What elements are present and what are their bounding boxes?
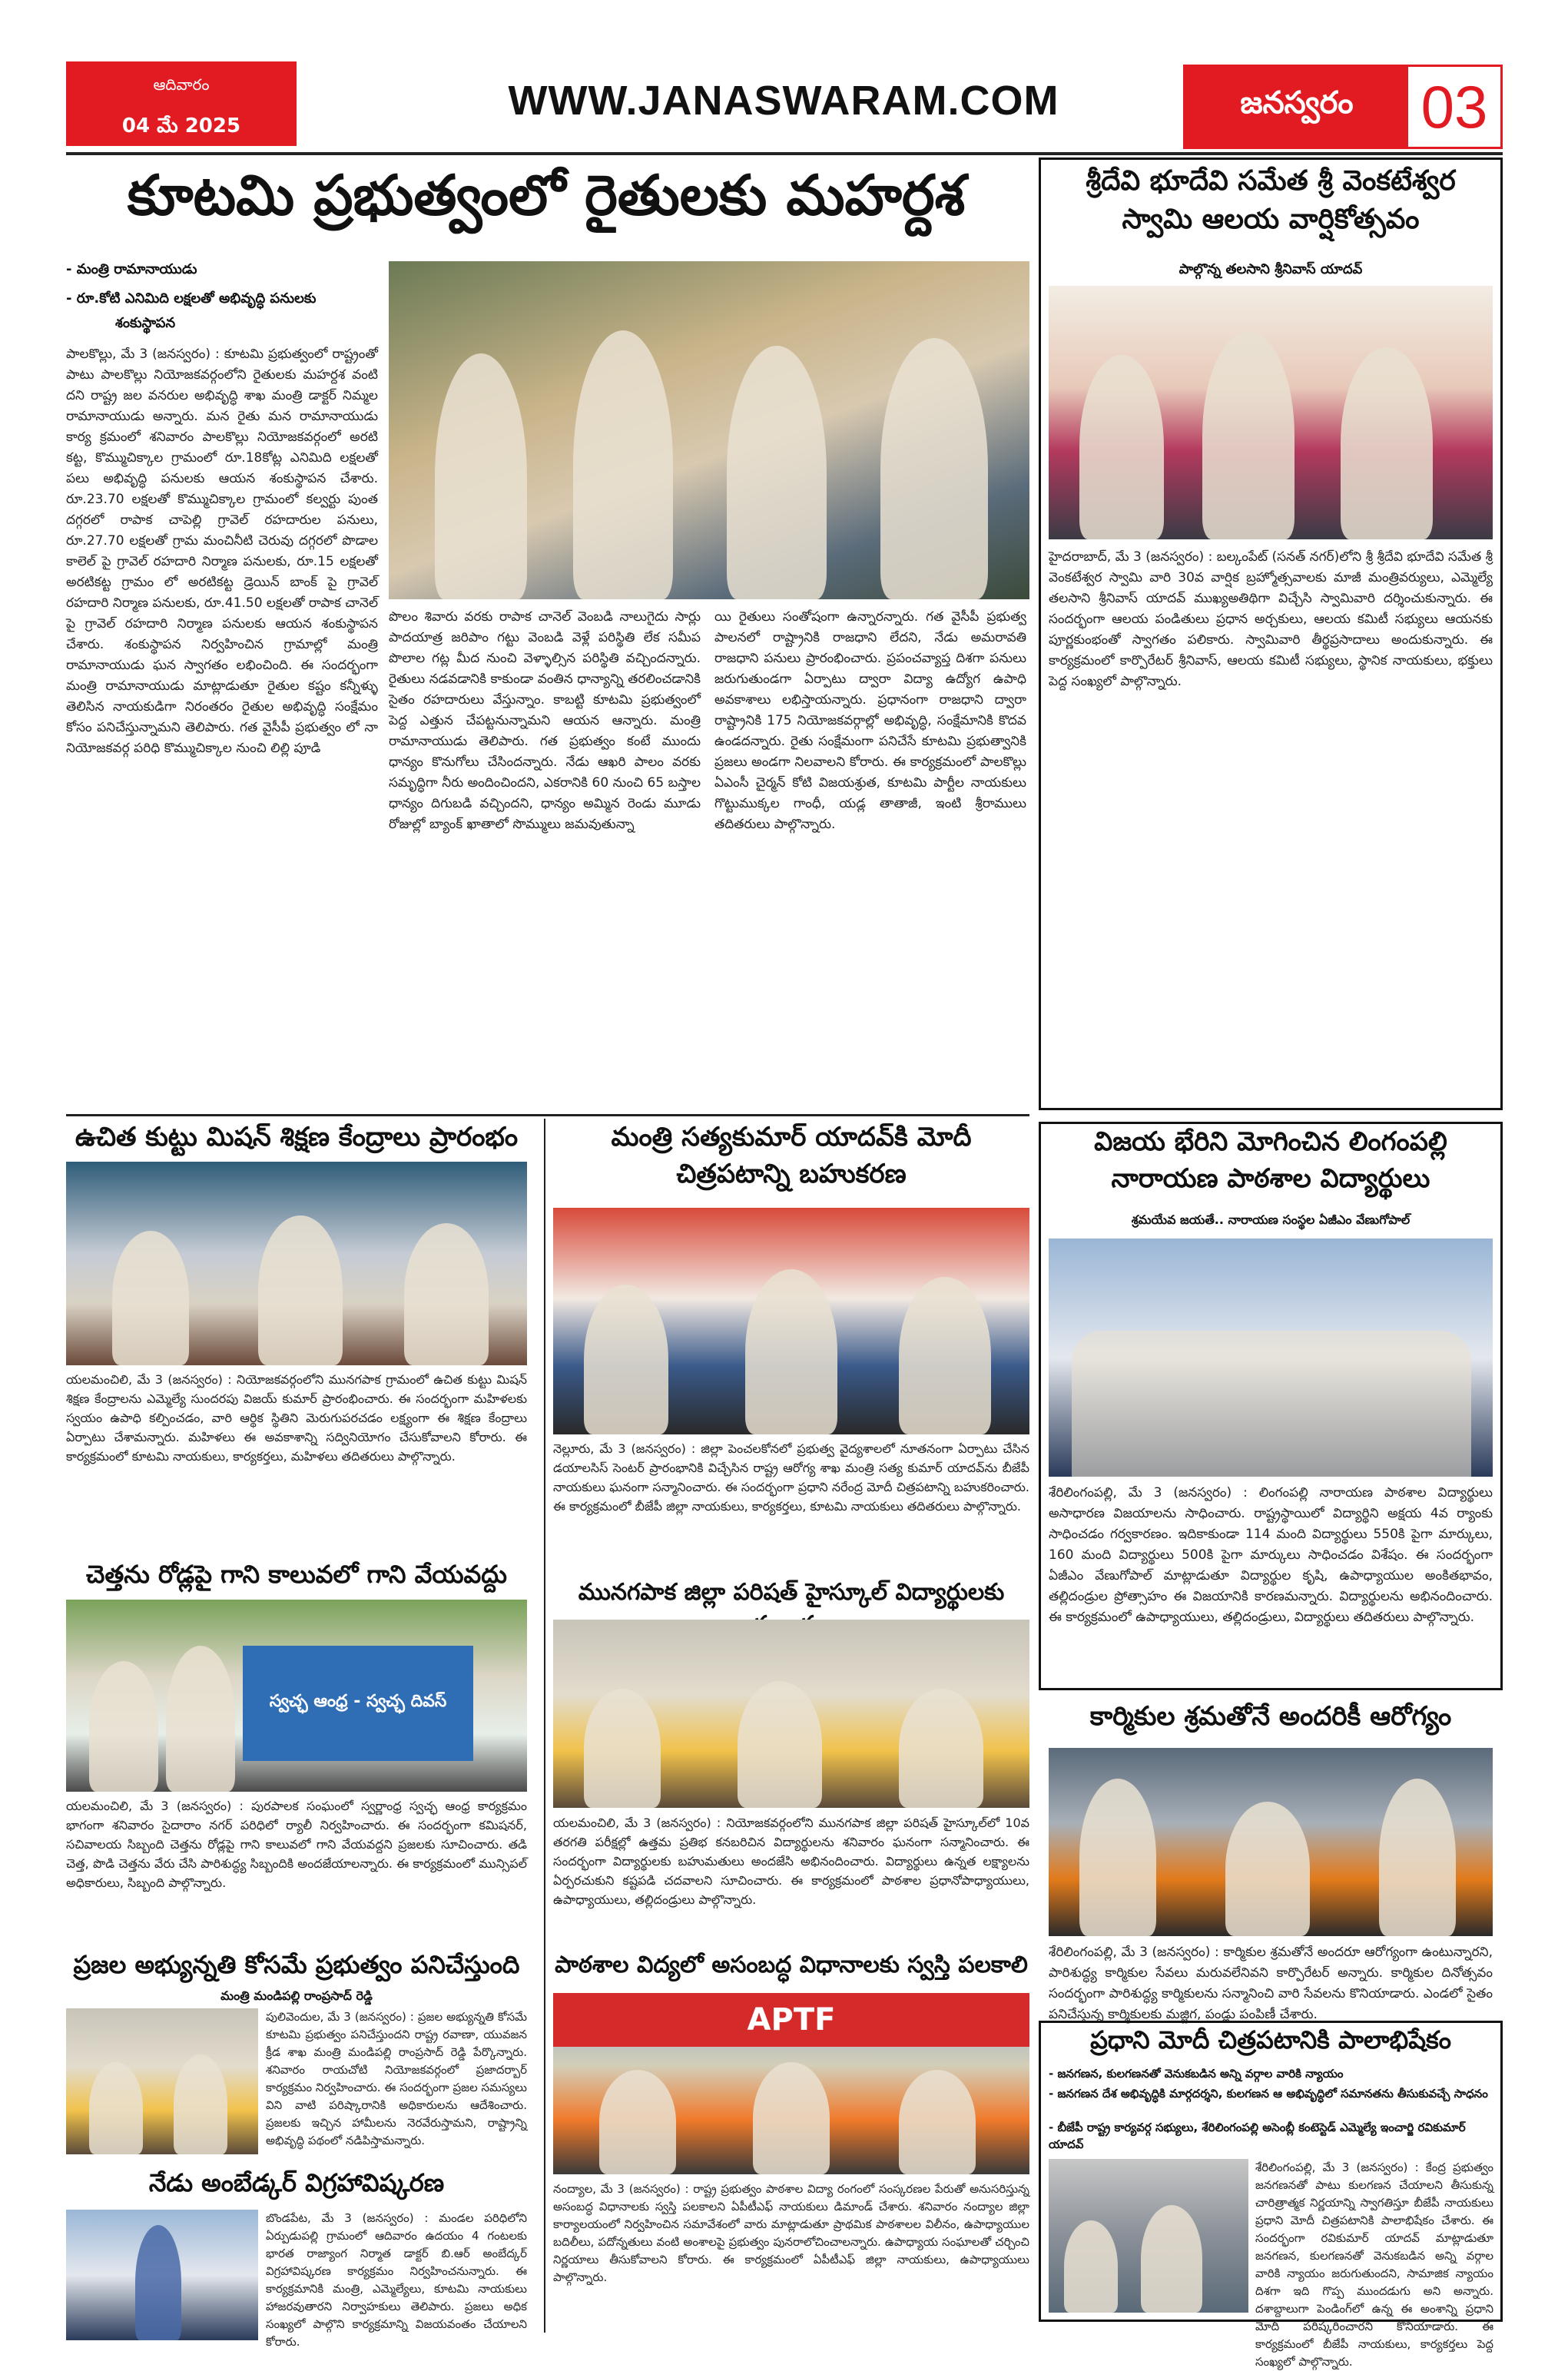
right-top-sub: పాల్గొన్న తలసాని శ్రీనివాస్ యాదవ్: [1178, 261, 1363, 277]
vijaya-photo: [1049, 1239, 1493, 1477]
right-top-photo: [1049, 286, 1493, 539]
main-story-body-mid: పొలం శివారు వరకు రాపాక చానెల్ వెంబడి నాలుగైదు సార్లు పాదయాత్ర జరిపాం గట్టు వెంబడి వెళ్లే పరిస్థితి లేక సమీప పొలాల గట్ల మీద నుంచి వెళ్ళాల్సిన పరిస్థితి వచ్చిందన్నారు. రైతులు నడవడానికి కాకుండా వంతిన ధాన్యాన్ని తరలించడానికి సైతం రహదారులు వేస్తున్నాం. కాబట్టి కూటమి ప్రభుత్వంలో పెద్ద ఎత్తున చేపట్టనున్నామని ఆయన ఆన్నారు. మంత్రి రామానాయుడు తెలిపారు. గత ప్రభుత్వం కంటే ముందు ధాన్యం కొనుగోలు చేసిందన్నారు. నేడు ఆఖరి పాలం వరకు సమృద్ధిగా నీరు అందించిందని, ఎకరానికి 60 నుంచి 65 బస్తాల ధాన్యం దిగుబడి వచ్చిందని, ధాన్యం అమ్మిన రెండు మూడు రోజుల్లో బ్యాంక్ ఖాతాలో సొమ్ములు జమవుతున్నా: [389, 609, 701, 832]
main-bullet-1: - మంత్రి రామానాయుడు: [66, 261, 197, 277]
pradhani-body: శేరిలింగంపల్లి, మే 3 (జనస్వరం) : కేంద్ర ప్రభుత్వం జనగణనతో పాటు కులగణన చేయాలని తీసుకున్న చారిత్రాత్మక నిర్ణయాన్ని స్వాగతిస్తూ బీజేపీ నాయకులు ప్రధాని మోదీ చిత్రపటానికి పాలాభిషేకం చేశారు. ఈ సందర్భంగా రవికుమార్ యాదవ్ మాట్లాడుతూ జనగణన, కులగణనతో వెనుకబడిన అన్ని వర్గాల వారికి న్యాయం జరుగుతుందని, సామాజిక న్యాయం దిశగా ఇది గొప్ప ముందడుగు అని అన్నారు. దశాబ్దాలుగా పెండింగ్‌లో ఉన్న ఈ అంశాన్ని ప్రధాని మోదీ పరిష్కరించారని కొనియాడారు. ఈ కార్యక్రమంలో బీజేపీ నాయకులు, కార్యకర్తలు పెద్ద సంఖ్యలో పాల్గొన్నారు.: [1255, 2160, 1493, 2369]
ambedkar-headline: నేడు అంబేడ్కర్ విగ్రహావిష్కరణ: [148, 2168, 445, 2197]
paathashala-body: నంద్యాల, మే 3 (జనస్వరం) : రాష్ట్ర ప్రభుత్వం పాఠశాల విద్యా రంగంలో సంస్కరణల పేరుతో అనుసరిస్తున్న అసంబద్ధ విధానాలకు స్వస్తి పలకాలని ఏపీటీఎఫ్ నాయకులు డిమాండ్ చేశారు. శనివారం నంద్యాల జిల్లా కార్యాలయంలో నిర్వహించిన సమావేశంలో వారు మాట్లాడుతూ ప్రాథమిక పాఠశాలల విలీనం, ఉపాధ్యాయుల బదిలీలు, పదోన్నతులు వంటి అంశాలపై ప్రభుత్వం పునరాలోచించాలన్నారు. ఉపాధ్యాయ సంఘాలతో చర్చించి నిర్ణయాలు తీసుకోవాలని కోరారు. ఈ కార్యక్రమంలో ఏపీటీఎఫ్ జిల్లా నాయకులు, ఉపాధ్యాయులు పాల్గొన్నారు.: [553, 2182, 1029, 2284]
right-top-headline: శ్రీదేవి భూదేవి సమేత శ్రీ వెంకటేశ్వర స్వామి ఆలయ వార్షికోత్సవం: [1086, 165, 1456, 235]
uchitha-photo: [66, 1162, 527, 1365]
vijaya-body: శేరిలింగంపల్లి, మే 3 (జనస్వరం) : లింగంపల్లి నారాయణ పాఠశాల విద్యార్థులు అసాధారణ విజయాలను సాధించారు. రాష్ట్రస్థాయిలో విద్యార్థిని అక్షయ 4వ ర్యాంకు సాధించడం గర్వకారణం. ఇదికాకుండా 114 మంది విద్యార్థులు 550కి పైగా మార్కులు, 160 మంది విద్యార్థులు 500కి పైగా మార్కులు సాధించడం విశేషం. ఈ సందర్భంగా ఏజీఎం వేణుగోపాల్ మాట్లాడుతూ విద్యార్థుల కృషి, ఉపాధ్యాయుల అంకితభావం, తల్లిదండ్రుల ప్రోత్సాహం ఈ విజయానికి కారణమన్నారు. విద్యార్థులను అభినందించారు. ఈ కార్యక్రమంలో ఉపాధ్యాయులు, తల్లిదండ్రులు, విద్యార్థులు తదితరులు పాల్గొన్నారు.: [1049, 1485, 1493, 1625]
prajala-photo: [66, 2008, 258, 2154]
main-headline: కూటమి ప్రభుత్వంలో రైతులకు మహర్దశ: [127, 163, 966, 227]
prajala-headline: ప్రజల అభ్యున్నతి కోసమే ప్రభుత్వం పనిచేస్తుంది: [73, 1950, 520, 1979]
munagapaka-body: యలమంచిలి, మే 3 (జనస్వరం) : నియోజకవర్గంలోని మునగపాక జిల్లా పరిషత్ హైస్కూల్‌లో 10వ తరగతి పరీక్షల్లో ఉత్తమ ప్రతిభ కనబరిచిన విద్యార్థులను శనివారం ఘనంగా సన్మానించారు. ఈ సందర్భంగా విద్యార్థులకు బహుమతులు అందజేసి అభినందించారు. విద్యార్థులు ఉన్నత లక్ష్యాలను ఏర్పరచుకుని కష్టపడి చదవాలని సూచించారు. ఈ కార్యక్రమంలో పాఠశాల ప్రధానోపాధ్యాయులు, ఉపాధ్యాయులు, తల్లిదండ్రులు పాల్గొన్నారు.: [553, 1816, 1029, 1907]
pradhani-bullet-1: - జనగణన, కులగణనతో వెనుకబడిన అన్ని వర్గాల వారికి న్యాయం: [1049, 2067, 1344, 2081]
prajala-sub: మంత్రి మండిపల్లి రాంప్రసాద్ రెడ్డి: [220, 1988, 373, 2003]
main-bullet-3: శంకుస్థాపన: [115, 315, 176, 331]
masthead-brand-box: [1183, 65, 1503, 149]
main-bullet-2: - రూ.కోటి ఎనిమిది లక్షలతో అభివృద్ధి పనులకు: [66, 290, 317, 307]
uchitha-body: యలమంచిలి, మే 3 (జనస్వరం) : నియోజకవర్గంలోని మునగపాక గ్రామంలో ఉచిత కుట్టు మిషన్ శిక్షణ కేంద్రాలను ఎమ్మెల్యే సుందరపు విజయ్ కుమార్ ప్రారంభించారు. ఈ సందర్భంగా మహిళలకు స్వయం ఉపాధి కల్పించడం, వారి ఆర్థిక స్థితిని మెరుగుపరచడం లక్ష్యంగా ఈ శిక్షణ కేంద్రాలు ఏర్పాటు చేశామన్నారు. మహిళలు ఈ అవకాశాన్ని సద్వినియోగం చేసుకోవాలని కోరారు. ఈ కార్యక్రమంలో కూటమి నాయకులు, కార్యకర్తలు, మహిళలు తదితరులు పాల్గొన్నారు.: [66, 1372, 527, 1464]
masthead-website[interactable]: WWW.JANASWARAM.COM: [508, 78, 1059, 124]
uchitha-headline: ఉచిత కుట్టు మిషన్ శిక్షణ కేంద్రాలు ప్రారంభం: [75, 1122, 519, 1152]
main-story-body-left: పాలకొల్లు, మే 3 (జనస్వరం) : కూటమి ప్రభుత్వంలో రాష్ట్రంతో పాటు పాలకొల్లు నియోజకవర్గంలోని రైతులకు మహర్దశ వంటి దని రాష్ట్ర జల వనరుల అభివృద్ధి శాఖ మంత్రి డాక్టర్ నిమ్మల రామానాయుడు అన్నారు. మన రైతు మన రామానాయుడు కార్య క్రమంలో శనివారం పాలకొల్లు నియోజకవర్గంలో అరటి కట్ట, కొమ్ముచిక్కాల గ్రామంలో రూ.18కోట్ల ఎనిమిది లక్షలతో పలు అభివృద్ధి పనులకు ఆయన శంకుస్థాపన చేశారు. రూ.23.70 లక్షలతో కొమ్ముచిక్కాల గ్రామంలో కల్వర్టు పుంత దగ్గరలో రాపాక చాపెల్లి గ్రావెల్ రహదారుల పనులు, రూ.27.70 లక్షలతో గ్రామ మంచినీటి చెరువు దగ్గరలో పొడాల కాలెల్ పై గ్రావెల్ రహదారి నిర్మాణ పనులకు, రూ.15 లక్షలతో అరటికట్ట గ్రామం లో అరటికట్ట డ్రెయిన్ బాంక్ పై గ్రావెల్ రహదారి నిర్మాణ పనులకు, రూ.41.50 లక్షలతో రాపాక చానెల్ పై గ్రావెల్ రహదారి నిర్మాణ పనులకు ఆయన శంకుస్థాపన చేశారు. శంకుస్థాపన నిర్వహించిన గ్రామాల్లో మంత్రి రామానాయుడు ఘన స్వాగతం లభించింది. ఈ సందర్భంగా మంత్రి రామానాయుడు మాట్లాడుతూ రైతుల కష్టం కన్నీళ్ళు తెలిసిన నాయకుడిగా నిరంతరం రైతుల అభివృద్ధి సంక్షేమం కోసం పనిచేస్తున్నామని తెలిపారు. గత వైసీపీ ప్రభుత్వం లో నా నియోజకవర్గ పరిధి కొమ్ముచిక్కాల నుంచి లిల్లి పూడి: [66, 347, 378, 756]
column-rule: [544, 1119, 545, 2333]
ambedkar-photo: [66, 2210, 258, 2340]
masthead-date: 04 మే 2025: [121, 114, 241, 138]
right-top-body: హైదరాబాద్, మే 3 (జనస్వరం) : బల్కంపేట్ (సనత్ నగర్)లోని శ్రీ శ్రీదేవి భూదేవి సమేత శ్రీ వెంకటేశ్వర స్వామి వారి 30వ వార్షిక బ్రహ్మోత్సవాలకు మాజీ మంత్రివర్యులు, ఎమ్మెల్యే తలసాని శ్రీనివాస్ యాదవ్ ముఖ్యఅతిథిగా విచ్చేసి స్వామివారి దర్శించుకున్నారు. ఈ సందర్భంగా ఆలయ పండితులు ప్రధాన అర్చకులు, ఆలయ కమిటీ సభ్యులు ఆయనకు పూర్ణకుంభంతో స్వాగతం పలికారు. స్వామివారి తీర్థప్రసాదాలు అందుకున్నారు. ఈ కార్యక్రమంలో కార్పొరేటర్ శ్రీనివాస్, ఆలయ కమిటీ సభ్యులు, స్థానిక నాయకులు, భక్తులు పెద్ద సంఖ్యలో పాల్గొన్నారు.: [1049, 549, 1493, 689]
pradhani-bullet-3: - బీజేపీ రాష్ట్ర కార్యవర్గ సభ్యులు, శేరిలింగంపల్లి అసెంబ్లీ కంటెస్టెడ్ ఎమ్మెల్యే ఇంచార్జి రవికుమార్ యాదవ్: [1049, 2121, 1466, 2151]
vijaya-headline: విజయ భేరిని మోగించిన లింగంపల్లి నారాయణ పాఠశాల విద్యార్థులు: [1094, 1126, 1447, 1194]
section-rule: [66, 1114, 1029, 1116]
page-number: 03: [1420, 72, 1488, 141]
satya-headline: మంత్రి సత్యకుమార్ యాదవ్‌కి మోదీ చిత్రపటాన్ని బహుకరణ: [611, 1122, 972, 1189]
munagapaka-headline: మునగపాక జిల్లా పరిషత్ హైస్కూల్ విద్యార్థులకు: [578, 1579, 1005, 1606]
munagapaka-photo: [553, 1620, 1029, 1808]
main-story-body-right: యి రైతులు సంతోషంగా ఉన్నారన్నారు. గత వైసీపీ ప్రభుత్వ పాలనలో రాష్ట్రానికి రాజధాని లేదని, నేడు అమరావతి రాజధాని పనులు ప్రారంభించారు. ప్రపంచవ్యాప్త దిశగా పనులు జరుగుతుండగా ఏర్పాటు ద్వారా విద్యా ఉద్యోగ ఉపాధి అవకాశాలు లభిస్తాయన్నారు. ప్రధానంగా రాజధాని ద్వారా రాష్ట్రానికి 175 నియోజకవర్గాల్లో అభివృద్ధి, సంక్షేమానికి కొదవ ఉండదన్నారు. రైతు సంక్షేమంగా పనిచేసే కూటమి ప్రభుత్వానికి ప్రజలు అండగా నిలవాలని కోరారు. ఈ కార్యక్రమంలో పాలకొల్లు ఏఎంసీ చైర్మన్ కోటి విజయశ్రుత, కూటమి పార్టీల నాయకులు గొట్టుముక్కల గాంధీ, యడ్ల తాతాజీ, ఇంటి శ్రీరాములు తదితరులు పాల్గొన్నారు.: [714, 609, 1026, 832]
masthead-brand: జనస్వరం: [1185, 67, 1408, 147]
chettanu-headline: చెత్తను రోడ్లపై గాని కాలువలో గాని వేయవద్దు: [86, 1560, 507, 1589]
paathashala-banner: APTF: [553, 1993, 1029, 2047]
prajala-body: పులివెందుల, మే 3 (జనస్వరం) : ప్రజల అభ్యున్నతి కోసమే కూటమి ప్రభుత్వం పనిచేస్తుందని రాష్ట్ర రవాణా, యువజన క్రీడ శాఖ మంత్రి మండిపల్లి రాంప్రసాద్ రెడ్డి పేర్కొన్నారు. శనివారం రాయచోటి నియోజకవర్గంలో ప్రజాదర్బార్ కార్యక్రమం నిర్వహించారు. ఈ సందర్భంగా ప్రజల సమస్యలు విని వాటి పరిష్కారానికి అధికారులను ఆదేశించారు. ప్రజలకు ఇచ్చిన హామీలను నెరవేరుస్తామని, రాష్ట్రాన్ని అభివృద్ధి పథంలో నడిపిస్తామన్నారు.: [266, 2010, 527, 2147]
chettanu-banner: స్వచ్ఛ ఆంధ్ర - స్వచ్ఛ దివస్: [243, 1646, 473, 1761]
masthead-rule: [66, 152, 1503, 155]
chettanu-photo: [66, 1600, 527, 1792]
karmikula-photo: [1049, 1748, 1493, 1936]
pradhani-headline: ప్రధాని మోదీ చిత్రపటానికి పాలాభిషేకం: [1090, 2025, 1451, 2054]
paathashala-headline: పాఠశాల విద్యలో అసంబద్ధ విధానాలకు స్వస్తి పలకాలి: [555, 1952, 1028, 1978]
satya-body: నెల్లూరు, మే 3 (జనస్వరం) : జిల్లా పెంచలకోనలో ప్రభుత్వ వైద్యశాలలో నూతనంగా ఏర్పాటు చేసిన డయాలసిస్ సెంటర్ ప్రారంభానికి విచ్చేసిన రాష్ట్ర ఆరోగ్య శాఖ మంత్రి సత్య కుమార్ యాదవ్‌ను బీజేపీ నాయకులు ఘనంగా సన్మానించారు. ఈ సందర్భంగా ప్రధాని నరేంద్ర మోదీ చిత్రపటాన్ని బహుకరించారు. ఈ కార్యక్రమంలో బీజేపీ జిల్లా నాయకులు, కార్యకర్తలు, కూటమి నాయకులు తదితరులు పాల్గొన్నారు.: [553, 1441, 1029, 1514]
satya-photo: [553, 1208, 1029, 1434]
masthead-day: ఆదివారం: [153, 75, 210, 94]
karmikula-body: శేరిలింగంపల్లి, మే 3 (జనస్వరం) : కార్మికుల శ్రమతోనే అందరూ ఆరోగ్యంగా ఉంటున్నారని, పారిశుద్ధ్య కార్మికుల సేవలు మరువలేనివని కార్పొరేటర్ అన్నారు. కార్మికుల దినోత్సవం సందర్భంగా పారిశుద్ధ్య కార్మికులను సన్మానించి వారి సేవలను కొనియాడారు. ఎండలో సైతం పనిచేస్తున్న కార్మికులకు మజ్జిగ, పండ్లు పంపిణీ చేశారు.: [1049, 1945, 1493, 2022]
paathashala-photo: [553, 1993, 1029, 2174]
pradhani-bullet-2: - జనగణన దేశ అభివృద్ధికి మార్గదర్శని, కులగణన ఆ అభివృద్ధిలో సమానతను తీసుకువచ్చే సాధనం: [1049, 2087, 1488, 2101]
main-story-photo: [389, 261, 1029, 599]
karmikula-headline: కార్మికుల శ్రమతోనే అందరికీ ఆరోగ్యం: [1089, 1701, 1452, 1732]
masthead-date-box: [66, 61, 297, 146]
ambedkar-body: బొండపేట, మే 3 (జనస్వరం) : మండల పరిధిలోని ఏర్పుడుపల్లి గ్రామంలో ఆదివారం ఉదయం 4 గంటలకు భారత రాజ్యాంగ నిర్మాత డాక్టర్ బి.ఆర్ అంబేద్కర్ విగ్రహావిష్కరణ కార్యక్రమం నిర్వహించనున్నారు. ఈ కార్యక్రమానికి మంత్రి, ఎమ్మెల్యేలు, కూటమి నాయకులు హాజరవుతారని నిర్వాహకులు తెలిపారు. ప్రజలు అధిక సంఖ్యలో పాల్గొని కార్యక్రమాన్ని విజయవంతం చేయాలని కోరారు.: [266, 2211, 527, 2349]
chettanu-body: యలమంచిలి, మే 3 (జనస్వరం) : పురపాలక సంఘంలో స్వర్ణాంధ్ర స్వచ్ఛ ఆంధ్ర కార్యక్రమం భాగంగా శనివారం సైదారాం నగర్ పరిధిలో ర్యాలీ నిర్వహించారు. ఈ సందర్భంగా కమిషనర్, సచివాలయ సిబ్బంది చెత్తను రోడ్లపై గాని కాలువలో గాని వేయవద్దని ప్రజలకు సూచించారు. తడి చెత్త, పొడి చెత్తను వేరు చేసి పారిశుద్ధ్య సిబ్బందికి అందజేయాలన్నారు. ఈ కార్యక్రమంలో మున్సిపల్ అధికారులు, సిబ్బంది పాల్గొన్నారు.: [66, 1799, 527, 1890]
pradhani-photo: [1049, 2159, 1248, 2313]
vijaya-sub: శ్రమయేవ జయతే.. నారాయణ సంస్థల ఏజీఎం వేణుగోపాల్: [1131, 1212, 1411, 1227]
